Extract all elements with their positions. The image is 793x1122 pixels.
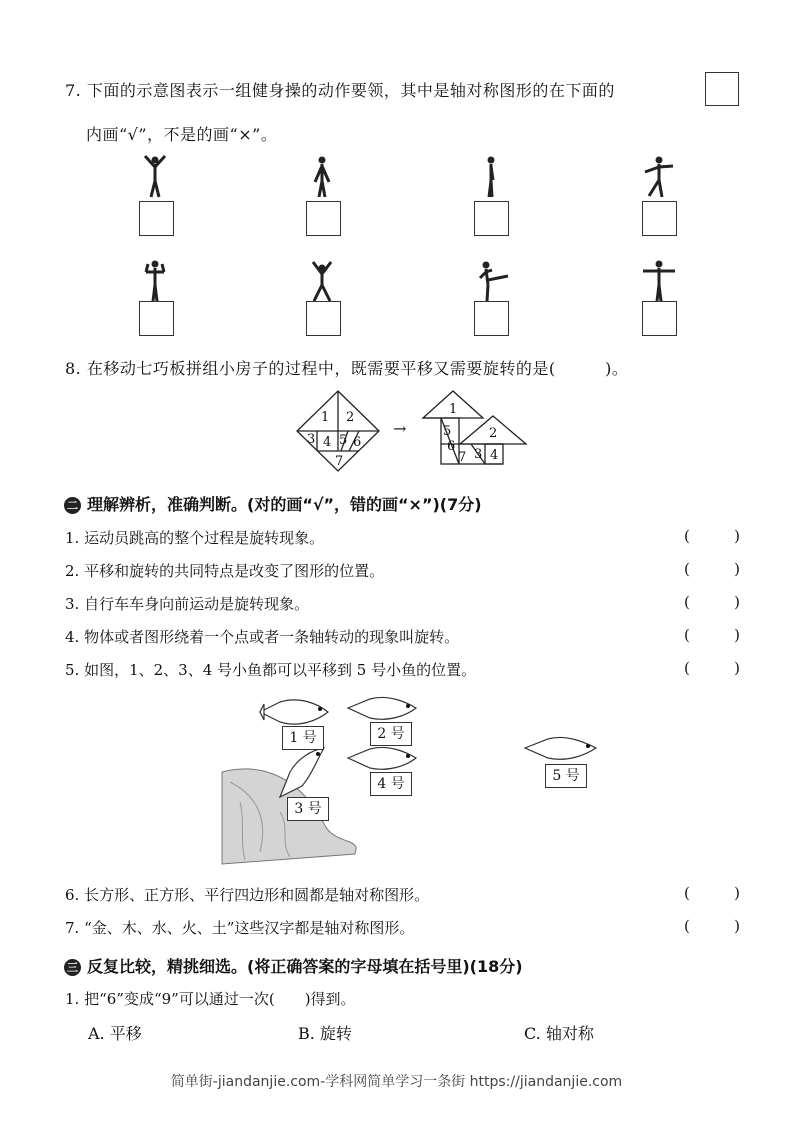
fish-label-1: 1 号 bbox=[282, 726, 324, 750]
q8-text: 8. 在移动七巧板拼组小房子的过程中，既需要平移又需要旋转的是( )。 bbox=[65, 359, 629, 378]
tangram-arrow: → bbox=[393, 419, 407, 438]
s3-option-a[interactable]: A. 平移 bbox=[88, 1024, 142, 1043]
tangram-left-label-1: 1 bbox=[321, 410, 330, 425]
figure-answer-box-3[interactable] bbox=[474, 201, 509, 236]
figure-answer-box-6[interactable] bbox=[306, 301, 341, 336]
exercise-figure-4 bbox=[642, 154, 676, 198]
fish-label-5: 5 号 bbox=[545, 764, 587, 788]
q7-line2: 内画“√”，不是的画“×”。 bbox=[86, 125, 278, 144]
s2-item-4: 4. 物体或者图形绕着一个点或者一条轴转动的现象叫旋转。 bbox=[65, 628, 460, 646]
s2-item-5: 5. 如图，1、2、3、4 号小鱼都可以平移到 5 号小鱼的位置。 bbox=[65, 661, 477, 679]
section3-number: 三 bbox=[64, 959, 81, 976]
exercise-figure-5 bbox=[140, 258, 170, 302]
tangram-left-label-4: 4 bbox=[323, 435, 332, 450]
tangram-left-label-5: 5 bbox=[339, 433, 348, 448]
tangram-right-label-3: 3 bbox=[474, 447, 483, 462]
s2-item-2: 2. 平移和旋转的共同特点是改变了图形的位置。 bbox=[65, 562, 385, 580]
tangram-right-label-4: 4 bbox=[490, 448, 499, 463]
fish-label-2: 2 号 bbox=[370, 722, 412, 746]
tangram-left-label-6: 6 bbox=[353, 435, 362, 450]
figure-answer-box-5[interactable] bbox=[139, 301, 174, 336]
figure-answer-box-4[interactable] bbox=[642, 201, 677, 236]
section2-title: 理解辨析，准确判断。(对的画“√”，错的画“×”)(7分) bbox=[87, 495, 482, 514]
s2-item-1: 1. 运动员跳高的整个过程是旋转现象。 bbox=[65, 529, 325, 547]
tangram-right-label-7: 7 bbox=[458, 450, 467, 465]
q7-answer-box[interactable] bbox=[705, 72, 739, 106]
s2-item-6: 6. 长方形、正方形、平行四边形和圆都是轴对称图形。 bbox=[65, 886, 430, 904]
figure-answer-box-7[interactable] bbox=[474, 301, 509, 336]
fish-2 bbox=[348, 697, 416, 719]
fish-1 bbox=[260, 700, 328, 724]
figure-answer-box-1[interactable] bbox=[139, 201, 174, 236]
q7-line1: 7. 下面的示意图表示一组健身操的动作要领，其中是轴对称图形的在下面的 bbox=[65, 81, 615, 100]
section3-heading bbox=[64, 954, 523, 977]
exercise-figure-1 bbox=[140, 154, 170, 198]
tangram-right-label-2: 2 bbox=[489, 426, 498, 441]
fish-5 bbox=[525, 737, 596, 759]
exercise-figure-8 bbox=[640, 258, 678, 302]
exercise-figure-7 bbox=[472, 258, 510, 302]
s3-option-c[interactable]: C. 轴对称 bbox=[524, 1024, 594, 1043]
tangram-left-label-7: 7 bbox=[335, 454, 344, 469]
fish-label-3: 3 号 bbox=[287, 797, 329, 821]
tangram-right-label-5: 5 bbox=[443, 424, 452, 439]
exercise-figure-2 bbox=[307, 154, 337, 198]
s3-question-1: 1. 把“6”变成“9”可以通过一次( )得到。 bbox=[65, 990, 356, 1008]
figure-answer-box-8[interactable] bbox=[642, 301, 677, 336]
tangram-right-label-1: 1 bbox=[449, 402, 458, 417]
figure-answer-box-2[interactable] bbox=[306, 201, 341, 236]
section2-heading bbox=[64, 492, 482, 515]
s2-item-7: 7. “金、木、水、火、土”这些汉字都是轴对称图形。 bbox=[65, 919, 415, 937]
s3-option-b[interactable]: B. 旋转 bbox=[298, 1024, 352, 1043]
fish-3 bbox=[280, 748, 324, 797]
fish-label-4: 4 号 bbox=[370, 772, 412, 796]
tangram-right-label-6: 6 bbox=[447, 439, 456, 454]
tangram-left-label-2: 2 bbox=[346, 410, 355, 425]
tangram-left-label-3: 3 bbox=[307, 432, 316, 447]
section3-title: 反复比较，精挑细选。(将正确答案的字母填在括号里)(18分) bbox=[87, 957, 523, 976]
fish-4 bbox=[348, 747, 416, 769]
section2-number: 二 bbox=[64, 497, 81, 514]
tangram-diagram bbox=[293, 388, 533, 476]
exercise-figure-3 bbox=[476, 154, 506, 198]
s2-item-3: 3. 自行车车身向前运动是旋转现象。 bbox=[65, 595, 310, 613]
exercise-figure-6 bbox=[307, 258, 337, 302]
page-footer: 简单街-jiandanjie.com-学科网简单学习一条街 https://jiandanjie.com bbox=[170, 1074, 623, 1090]
